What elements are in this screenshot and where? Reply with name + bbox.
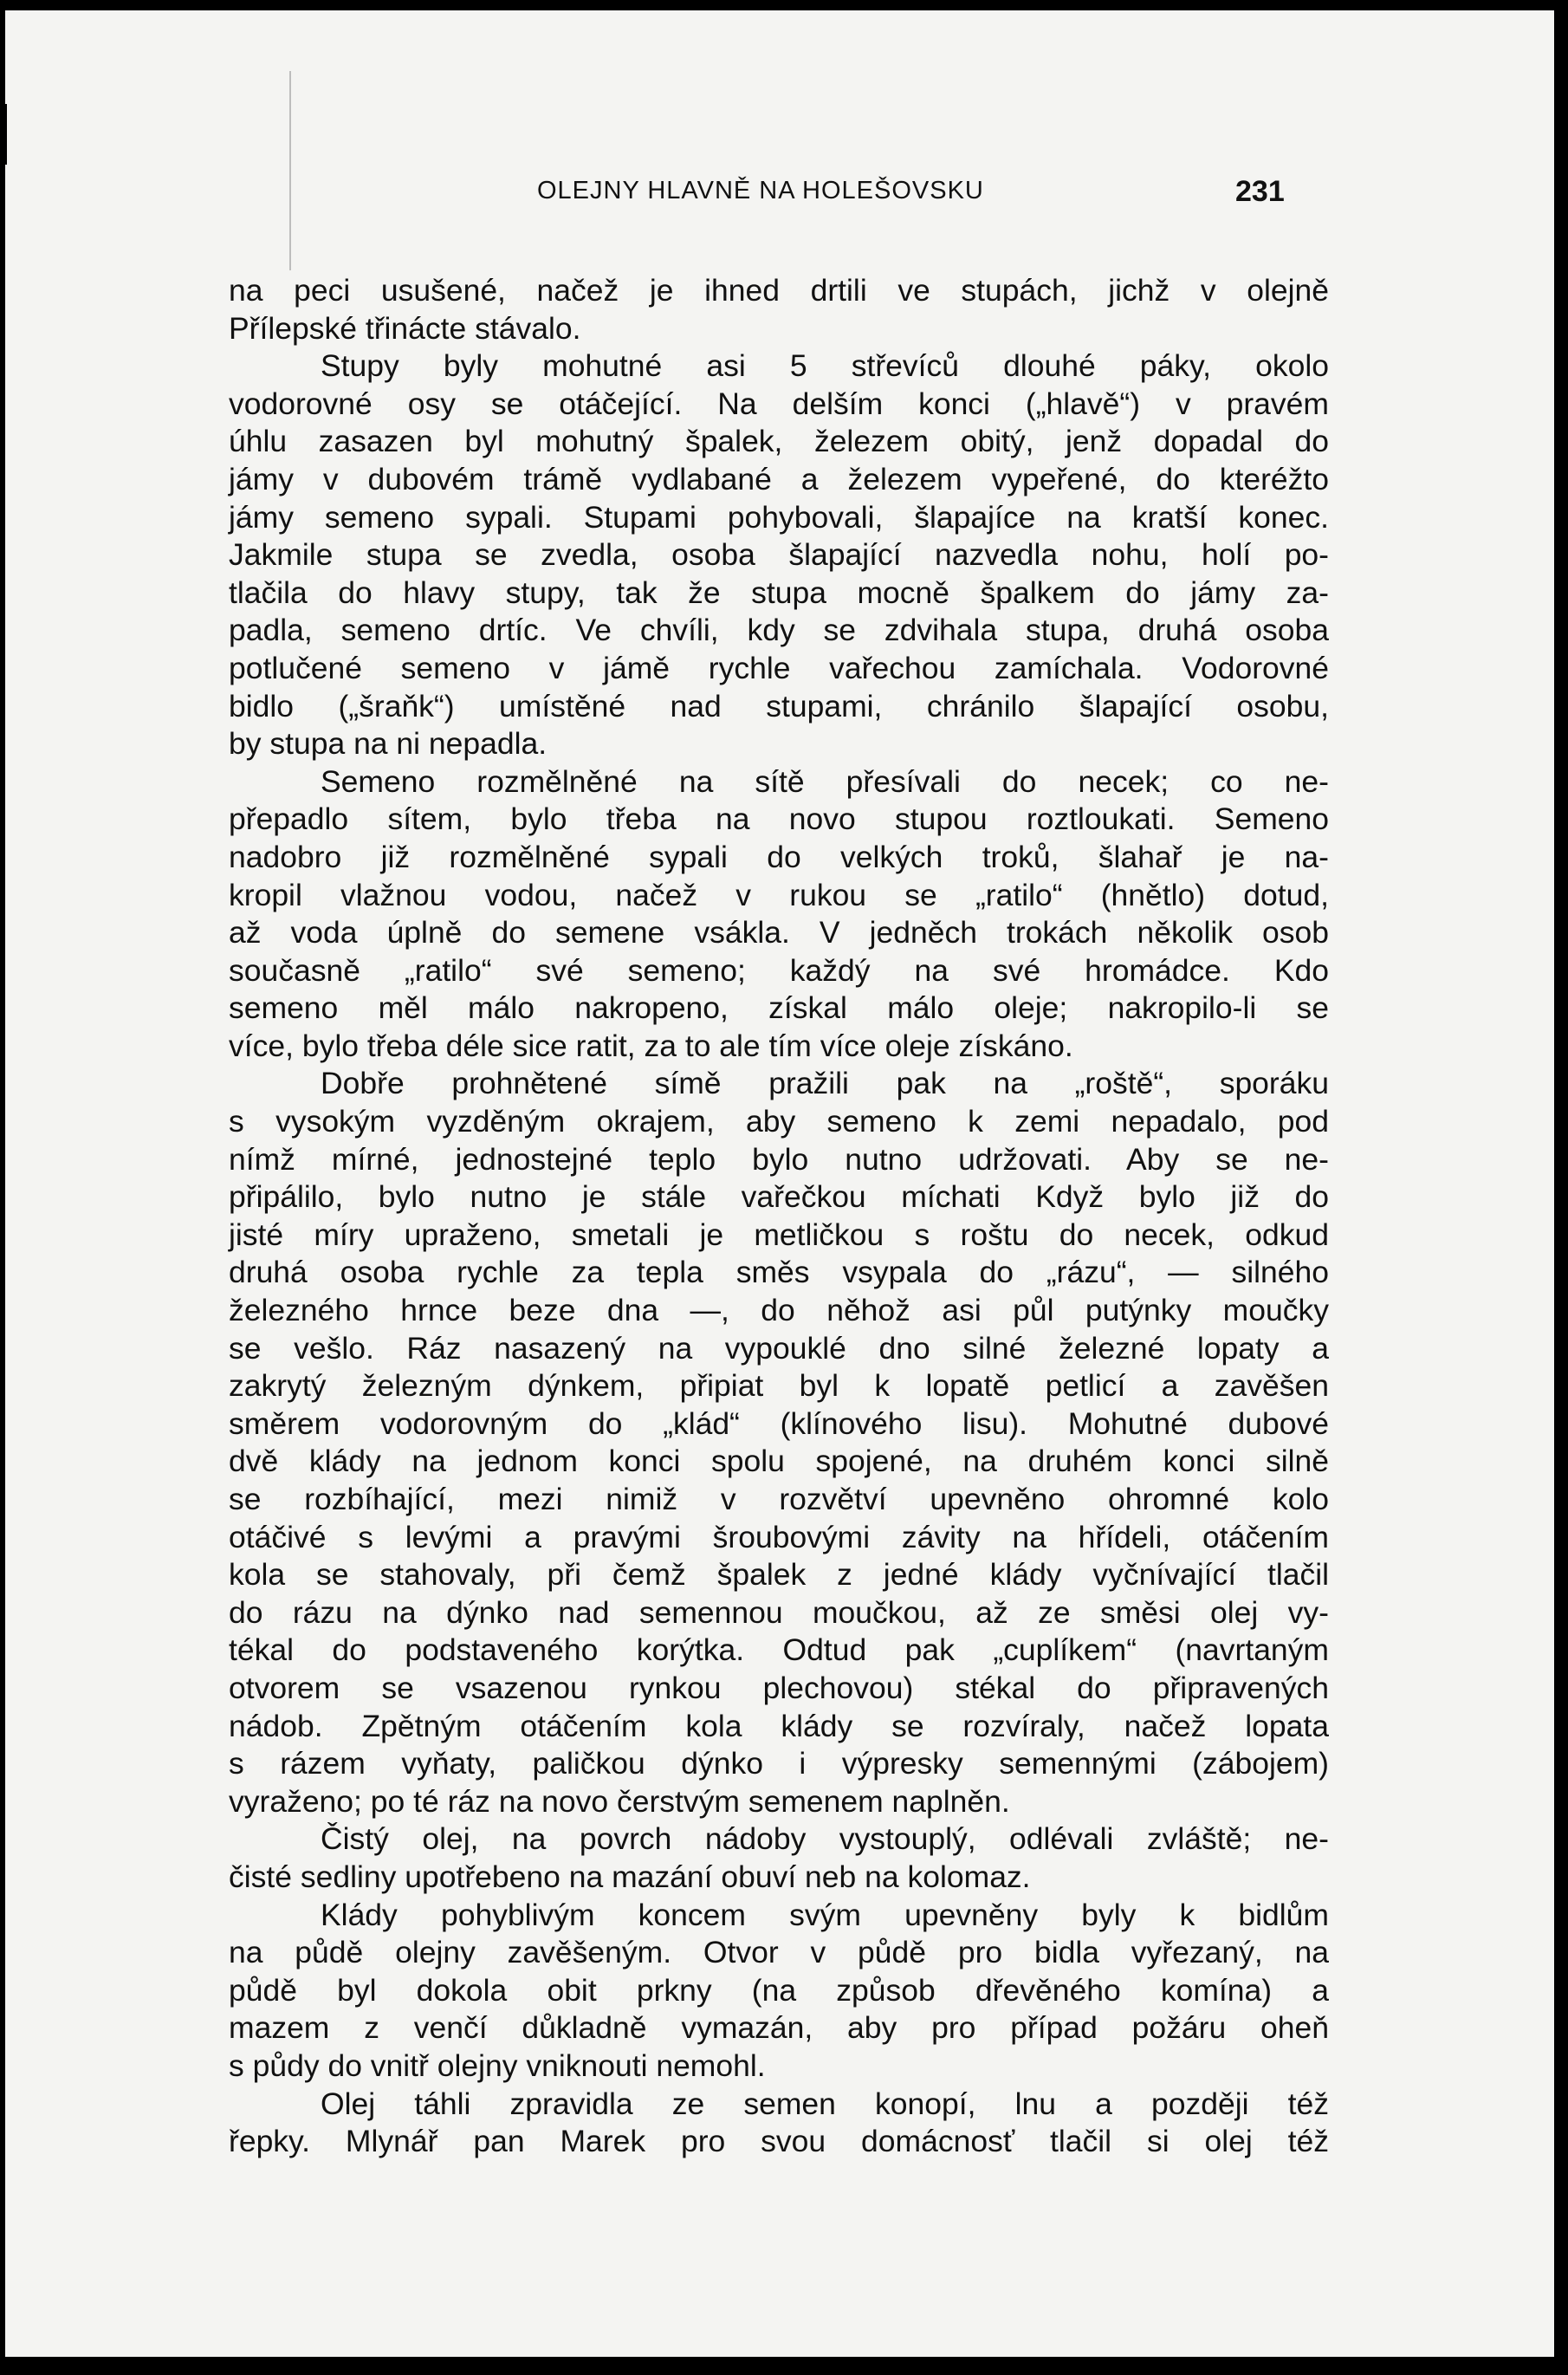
- text-line: jámy v dubovém trámě vydlabané a železem vypeřené, do kteréžto: [229, 461, 1329, 496]
- text-line: současně „ratilo“ své semeno; každý na své hromádce. Kdo: [229, 952, 1329, 988]
- text-line: se rozbíhající, mezi nimiž v rozvětví upevněno ohromné kolo: [229, 1482, 1329, 1516]
- scan-edge-mark: [0, 104, 7, 165]
- text-line: otáčivé s levými a pravými šroubovými závity na hřídeli, otáčením: [229, 1519, 1329, 1554]
- text-line: jisté míry upraženo, smetali je metličkou s roštu do necek, odkud: [229, 1217, 1329, 1252]
- text-line: Klády pohyblivým koncem svým upevněny byly k bidlům: [321, 1897, 1329, 1932]
- text-line: přepadlo sítem, bylo třeba na novo stupou roztloukati. Semeno: [229, 801, 1329, 837]
- text-line: směrem vodorovným do „klád“ (klínového lisu). Mohutné dubové: [229, 1405, 1329, 1441]
- binding-line: [289, 71, 291, 270]
- text-line: by stupa na ni nepadla.: [229, 726, 548, 762]
- text-line: do rázu na dýnko nad semennou moučkou, až ze směsi olej vy-: [229, 1594, 1329, 1630]
- text-line: řepky. Mlynář pan Marek pro svou domácnosť tlačil si olej též: [229, 2124, 1329, 2159]
- text-line: mazem z venčí důkladně vymazán, aby pro případ požáru oheň: [229, 2010, 1329, 2046]
- text-line: Přílepské třinácte stávalo.: [229, 310, 581, 346]
- text-line: Stupy byly mohutné asi 5 střevíců dlouhé páky, okolo: [321, 348, 1329, 384]
- text-line: druhá osoba rychle za tepla směs vsypala do „rázu“, — silného: [229, 1255, 1329, 1290]
- text-line: kropil vlažnou vodou, načež v rukou se „ratilo“ (hnětlo) dotud,: [229, 877, 1329, 912]
- text-line: s rázem vyňaty, paličkou dýnko i výpresky semennými (zábojem): [229, 1746, 1329, 1781]
- text-line: jámy semeno sypali. Stupami pohybovali, šlapajíce na kratší konec.: [229, 499, 1329, 535]
- text-line: zakrytý železným dýnkem, připiat byl k lopatě petlicí a zavěšen: [229, 1368, 1329, 1404]
- text-line: se vešlo. Ráz nasazený na vypouklé dno silné železné lopaty a: [229, 1330, 1329, 1366]
- text-line: potlučené semeno v jámě rychle vařechou zamíchala. Vodorovné: [229, 650, 1329, 685]
- text-line: železného hrnce beze dna —, do něhož asi půl putýnky moučky: [229, 1293, 1329, 1328]
- text-line: s půdy do vnitř olejny vniknouti nemohl.: [229, 2047, 766, 2083]
- text-line: bidlo („šraňk“) umístěné nad stupami, chránilo šlapající osobu,: [229, 688, 1329, 724]
- text-line: čisté sedliny upotřebeno na mazání obuví neb na kolomaz.: [229, 1859, 1031, 1894]
- text-line: nímž mírné, jednostejné teplo bylo nutno udržovati. Aby se ne-: [229, 1141, 1329, 1177]
- text-line: padla, semeno drtíc. Ve chvíli, kdy se zdvihala stupa, druhá osoba: [229, 613, 1329, 648]
- text-line: tlačila do hlavy stupy, tak že stupa mocně špalkem do jámy za-: [229, 574, 1329, 610]
- text-line: nadobro již rozmělněné sypali do velkých troků, šlahař je na-: [229, 839, 1329, 874]
- text-line: tékal do podstaveného korýtka. Odtud pak „cuplíkem“ (navrtaným: [229, 1632, 1329, 1668]
- text-line: na půdě olejny zavěšeným. Otvor v půdě pro bidla vyřezaný, na: [229, 1935, 1329, 1970]
- text-line: nádob. Zpětným otáčením kola klády se rozvíraly, načež lopata: [229, 1708, 1329, 1743]
- text-line: půdě byl dokola obit prkny (na způsob dřevěného komína) a: [229, 1972, 1329, 2008]
- text-line: Čistý olej, na povrch nádoby vystouplý, odlévali zvláště; ne-: [321, 1821, 1329, 1857]
- text-line: až voda úplně do semene vsákla. V jedněch trokách několik osob: [229, 915, 1329, 951]
- text-line: otvorem se vsazenou rynkou plechovou) stékal do připravených: [229, 1670, 1329, 1705]
- text-line: Dobře prohnětené símě pražili pak na „roště“, sporáku: [321, 1066, 1329, 1101]
- page-number: 231: [1235, 175, 1285, 208]
- text-line: vyraženo; po té ráz na novo čerstvým semenem naplněn.: [229, 1783, 1010, 1819]
- text-line: na peci usušené, načež je ihned drtili ve stupách, jichž v olejně: [229, 273, 1329, 308]
- text-line: s vysokým vyzděným okrajem, aby semeno k zemi nepadalo, pod: [229, 1104, 1329, 1139]
- running-head: OLEJNY HLAVNĚ NA HOLEŠOVSKU: [537, 177, 984, 204]
- text-line: více, bylo třeba déle sice ratit, za to ale tím více oleje získáno.: [229, 1028, 1073, 1063]
- text-line: dvě klády na jednom konci spolu spojené, na druhém konci silně: [229, 1444, 1329, 1479]
- text-line: vodorovné osy se otáčející. Na delším konci („hlavě“) v pravém: [229, 386, 1329, 421]
- text-line: semeno měl málo nakropeno, získal málo oleje; nakropilo-li se: [229, 990, 1329, 1026]
- text-line: Jakmile stupa se zvedla, osoba šlapající nazvedla nohu, holí po-: [229, 537, 1329, 573]
- text-line: Olej táhli zpravidla ze semen konopí, lnu a později též: [321, 2086, 1329, 2121]
- text-line: kola se stahovaly, při čemž špalek z jedné klády vyčnívající tlačil: [229, 1557, 1329, 1593]
- text-line: Semeno rozmělněné na sítě přesívali do necek; co ne-: [321, 763, 1329, 799]
- text-line: připálilo, bylo nutno je stále vařečkou míchati Když bylo již do: [229, 1179, 1329, 1215]
- text-line: úhlu zasazen byl mohutný špalek, železem obitý, jenž dopadal do: [229, 424, 1329, 459]
- body-text: [229, 272, 1329, 2161]
